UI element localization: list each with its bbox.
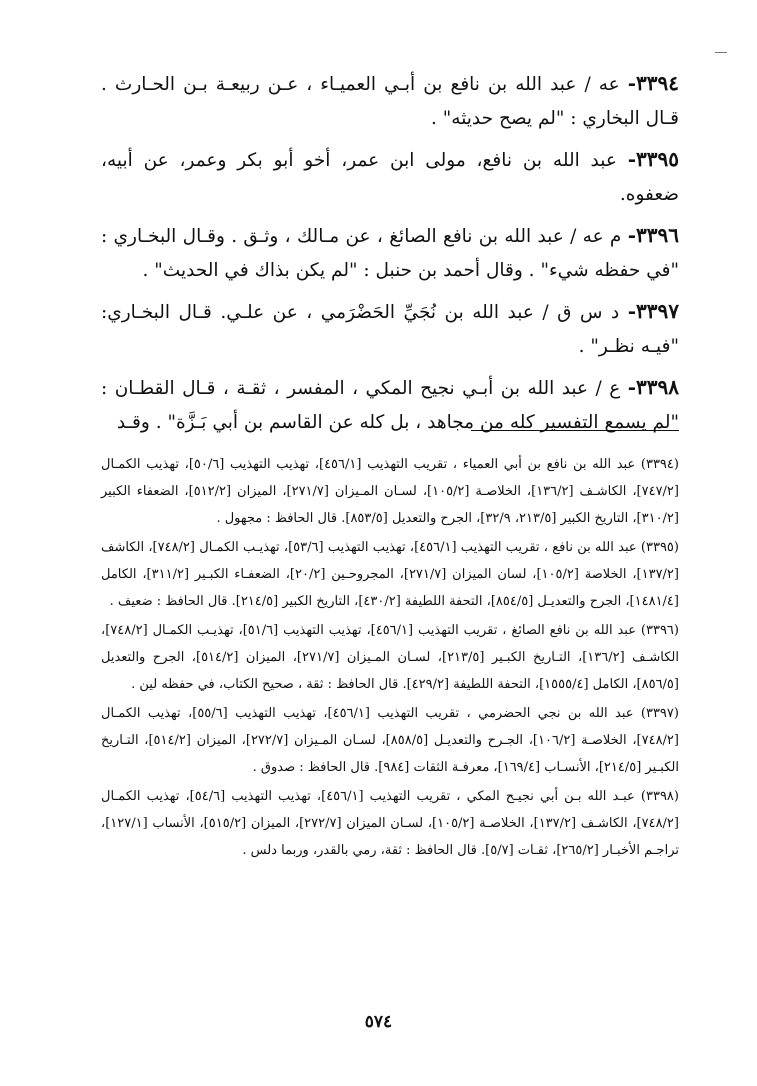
footnote-text: عبد الله بن نجي الحضرمي ، تقريب التهذيب [٤٥٦/١]، تهذيب التهذيب [٥٥/٦]، تهذيب الكمـال [٧٤٨/٢]، الخلاصـة [١٠٦/٢]، الجـرح والتعديـل [٨٥٨/٥]، لسـان المـيزان [٢٧٢/٧]، الميزان [٥١٤/٢]، التـاريخ الكبـير [٢١٤/٥]، الأنسـاب [١٦٩/٤]، معرفـة الثقات [٩٨٤]. قال الحافظ : صدوق .	[101, 706, 679, 775]
entry-number: ٣٣٩٥-	[627, 147, 680, 171]
corner-mark	[715, 52, 727, 53]
entry-text: ع / عبد الله بن أبـي نجيح المكي ، المفسر ، ثقـة ، قـال القطـان : "لم يسمع التفسير كله من مجاهد ، بل كله عن القاسم بن أبي بَـزَّة" . وقـد	[101, 378, 679, 433]
footnote-number: (٣٣٩٦)	[640, 623, 679, 638]
footnote-3396	[101, 617, 679, 698]
page-number: ٥٧٤	[364, 1012, 393, 1032]
entry-text: م عه / عبد الله بن نافع الصائغ ، عن مـالك ، وثـق . وقـال البخـاري : "في حفظه شيء" . وقال أحمد بن حنبل : "لم يكن بذاك في الحديث" .	[101, 226, 679, 281]
footnote-number: (٣٣٩٤)	[640, 457, 679, 472]
footnote-text: عبـد الله بـن أبي نجيـح المكي ، تقريب التهذيب [٤٥٦/١]، تهذيب التهذيب [٥٤/٦]، تهذيب الكمـال [٧٤٨/٢]، الكاشـف [١٣٧/٢]، الخلاصـة [١٠٥/٢]، لسـان الميزان [٢٧٢/٧]، الميزان [٥١٥/٢]، الأنساب [١٢٧/١]، تراجـم الأخبـار [٢٦٥/٢]، ثقـات [٥/٧]. قال الحافظ : ثقة، رمي بالقدر، وربما دلس .	[101, 789, 679, 858]
footnote-text: عبد الله بن نافع بن أبي العمياء ، تقريب التهذيب [٤٥٦/١]، تهذيب التهذيب [٥٠/٦]، تهذيب الكمـال [٧٤٧/٢]، الكاشـف [١٣٦/٢]، الخلاصـة [١٠٥/٢]، لسـان المـيزان [٢٧١/٧]، الميزان [٥١٢/٢]، الضعفاء الكبير [٣١٠/٢]، التاريخ الكبير [٢١٣/٥، ٣٢/٩]، الجرح والتعديل [٨٥٣/٥]. قال الحافظ : مجهول .	[101, 457, 679, 526]
entry-3397	[101, 294, 679, 364]
main-text	[101, 66, 679, 446]
entry-number: ٣٣٩٧-	[627, 299, 679, 323]
footnote-number: (٣٣٩٨)	[640, 789, 679, 804]
footnote-3395	[101, 534, 679, 615]
footnote-number: (٣٣٩٧)	[640, 706, 679, 721]
entry-3396	[101, 218, 679, 288]
entry-text: د س ق / عبد الله بن نُجَيِّ الحَضْرَمي ، عن علـي. قـال البخـاري: "فيـه نظـر" .	[101, 302, 679, 357]
entry-number: ٣٣٩٦-	[627, 223, 679, 247]
entry-3395	[101, 142, 679, 212]
footnote-divider	[471, 430, 679, 431]
footnote-3398	[101, 783, 679, 864]
footnote-number: (٣٣٩٥)	[640, 540, 679, 555]
entry-text: عبد الله بن نافع، مولى ابن عمر، أخو أبو بكر وعمر، عن أبيه، ضعفوه.	[101, 150, 679, 205]
footnote-text: عبد الله بن نافع ، تقريب التهذيب [٤٥٦/١]، تهذيب التهذيب [٥٣/٦]، تهذيـب الكمـال [٧٤٨/٢]، الكاشف [١٣٧/٢]، الخلاصة [١٠٥/٢]، لسان الميزان [٢٧١/٧]، المجروحـين [٢٠/٢]، الضعفـاء الكبـير [٣١١/٢]، الكامل [١٤٨١/٤]، الجرح والتعديـل [٨٥٤/٥]، التحفة اللطيفة [٤٣٠/٢]، التاريخ الكبير [٢١٤/٥]. قال الحافظ : ضعيف .	[101, 540, 679, 609]
entry-3394	[101, 66, 679, 136]
footnote-3397	[101, 700, 679, 781]
footnote-text: عبد الله بن نافع الصائغ ، تقريب التهذيب [٤٥٦/١]، تهذيب التهذيب [٥١/٦]، تهذيـب الكمـال [٧٤٨/٢]، الكاشـف [١٣٦/٢]، التـاريخ الكبـير [٢١٣/٥]، لسـان المـيزان [٢٧١/٧]، الميزان [٥١٤/٢]، الجرح والتعديل [٨٥٦/٥]، الكامل [١٥٥٥/٤]، التحفة اللطيفة [٤٢٩/٢]. قال الحافظ : ثقة ، صحيح الكتاب، في حفظه لين .	[101, 623, 679, 692]
entry-number: ٣٣٩٤-	[627, 71, 679, 95]
footnotes	[101, 451, 679, 866]
entry-text: عه / عبد الله بن نافع بن أبـي العميـاء ، عـن ربيعـة بـن الحـارث . قـال البخاري : "لم يصح حديثه" .	[101, 74, 679, 129]
entry-number: ٣٣٩٨-	[627, 375, 679, 399]
footnote-3394	[101, 451, 679, 532]
